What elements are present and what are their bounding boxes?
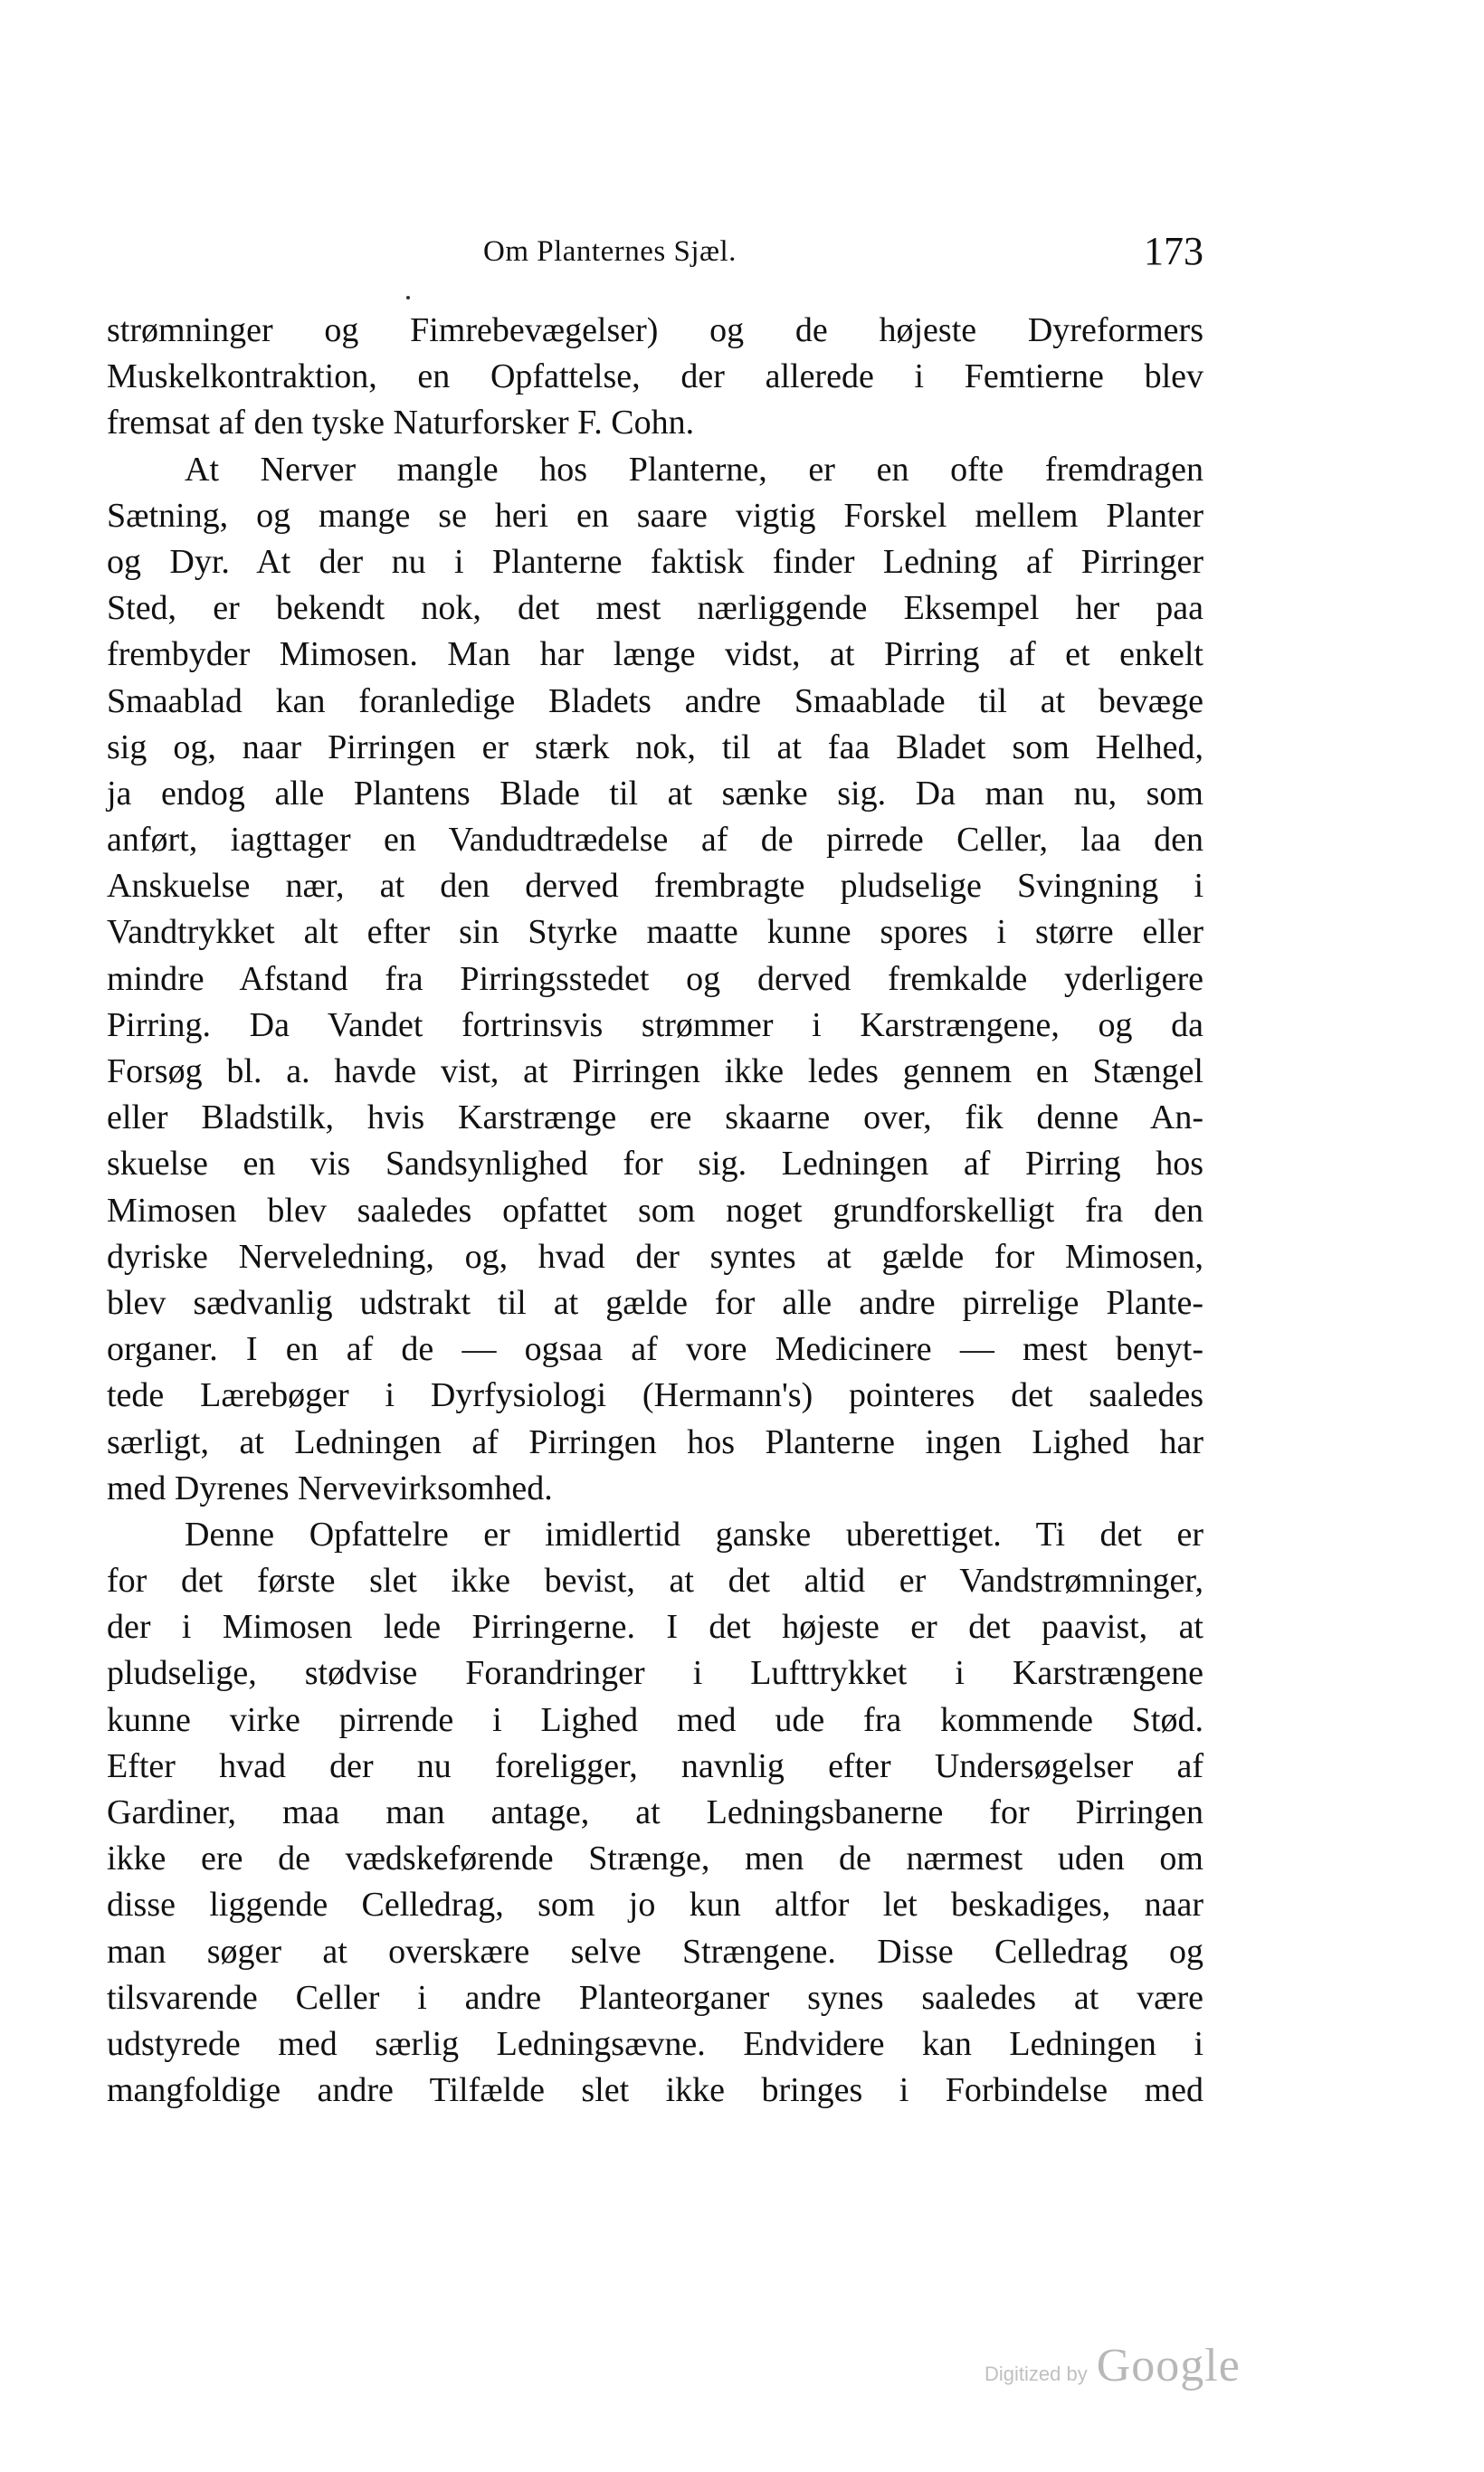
body-text xyxy=(107,308,1203,2114)
text-line: Gardiner, maa man antage, at Ledningsbanerne for Pirringen xyxy=(107,1793,1203,1831)
text-line: blev sædvanlig udstrakt til at gælde for alle andre pirrelige Plante- xyxy=(107,1283,1203,1322)
running-title: Om Planternes Sjæl. xyxy=(483,235,737,268)
text-line: med Dyrenes Nervevirksomhed. xyxy=(107,1469,553,1507)
page-number: 173 xyxy=(1144,229,1203,273)
text-line: Smaablad kan foranledige Bladets andre Smaablade til at bevæge xyxy=(107,681,1203,720)
text-line: anført, iagttager en Vandudtrædelse af de pirrede Celler, laa den xyxy=(107,821,1203,860)
text-line: Efter hvad der nu foreligger, navnlig efter Undersøgelser af xyxy=(107,1746,1203,1785)
text-line: strømninger og Fimrebevægelser) og de højeste Dyreformers xyxy=(107,311,1203,349)
text-line: mindre Afstand fra Pirringsstedet og derved fremkalde yderligere xyxy=(107,959,1203,998)
text-line: mangfoldige andre Tilfælde slet ikke bringes i Forbindelse med xyxy=(107,2071,1203,2110)
text-line: Pirring. Da Vandet fortrinsvis strømmer i Karstrængene, og da xyxy=(107,1005,1203,1044)
text-line: tilsvarende Celler i andre Planteorganer synes saaledes at være xyxy=(107,1978,1203,2017)
text-line: kunne virke pirrende i Lighed med ude fra kommende Stød. xyxy=(107,1700,1203,1739)
text-line: Anskuelse nær, at den derved frembragte pludselige Svingning i xyxy=(107,867,1203,906)
text-line: og Dyr. At der nu i Planterne faktisk finder Ledning af Pirringer xyxy=(107,542,1203,581)
print-mark xyxy=(406,296,410,299)
watermark-logo: Google xyxy=(1096,2340,1241,2391)
text-line: der i Mimosen lede Pirringerne. I det højeste er det paavist, at xyxy=(107,1608,1203,1647)
text-line: Sætning, og mange se heri en saare vigtig Forskel mellem Planter xyxy=(107,496,1203,535)
text-line: udstyrede med særlig Ledningsævne. Endvidere kan Ledningen i xyxy=(107,2024,1203,2063)
text-line: dyriske Nerveledning, og, hvad der syntes at gælde for Mimosen, xyxy=(107,1237,1203,1276)
text-line: organer. I en af de — ogsaa af vore Medicinere — mest benyt- xyxy=(107,1330,1203,1369)
text-line: frembyder Mimosen. Man har længe vidst, at Pirring af et enkelt xyxy=(107,635,1203,674)
text-line: sig og, naar Pirringen er stærk nok, til at faa Bladet som Helhed, xyxy=(107,727,1203,766)
text-line: Denne Opfattelre er imidlertid ganske uberettiget. Ti det er xyxy=(185,1515,1203,1554)
text-line: fremsat af den tyske Naturforsker F. Cohn. xyxy=(107,404,695,442)
text-line: Vandtrykket alt efter sin Styrke maatte kunne spores i større eller xyxy=(107,913,1203,952)
text-line: eller Bladstilk, hvis Karstrænge ere skaarne over, fik denne An- xyxy=(107,1098,1203,1137)
text-line: pludselige, stødvise Forandringer i Lufttrykket i Karstrængene xyxy=(107,1654,1203,1693)
text-line: man søger at overskære selve Strængene. Disse Celledrag og xyxy=(107,1932,1203,1971)
text-line: Mimosen blev saaledes opfattet som noget grundforskelligt fra den xyxy=(107,1191,1203,1230)
watermark-caption: Digitized by xyxy=(985,2363,1088,2385)
text-line: ja endog alle Plantens Blade til at sænke sig. Da man nu, som xyxy=(107,774,1203,813)
text-line: for det første slet ikke bevist, at det altid er Vandstrømninger, xyxy=(107,1562,1203,1601)
text-line: Sted, er bekendt nok, det mest nærliggende Eksempel her paa xyxy=(107,589,1203,628)
text-line: skuelse en vis Sandsynlighed for sig. Ledningen af Pirring hos xyxy=(107,1145,1203,1184)
page-header xyxy=(107,228,1203,282)
text-line: disse liggende Celledrag, som jo kun altfor let beskadiges, naar xyxy=(107,1886,1203,1925)
text-line: Muskelkontraktion, en Opfattelse, der allerede i Femtierne blev xyxy=(107,357,1203,396)
text-line: Forsøg bl. a. havde vist, at Pirringen ikke ledes gennem en Stængel xyxy=(107,1052,1203,1090)
text-line: tede Lærebøger i Dyrfysiologi (Hermann's) pointeres det saaledes xyxy=(107,1376,1203,1415)
text-line: At Nerver mangle hos Planterne, er en ofte fremdragen xyxy=(185,450,1203,489)
text-line: særligt, at Ledningen af Pirringen hos Planterne ingen Lighed har xyxy=(107,1422,1203,1461)
digitization-watermark xyxy=(985,2339,1241,2393)
text-line: ikke ere de vædskeførende Strænge, men de nærmest uden om xyxy=(107,1840,1203,1878)
